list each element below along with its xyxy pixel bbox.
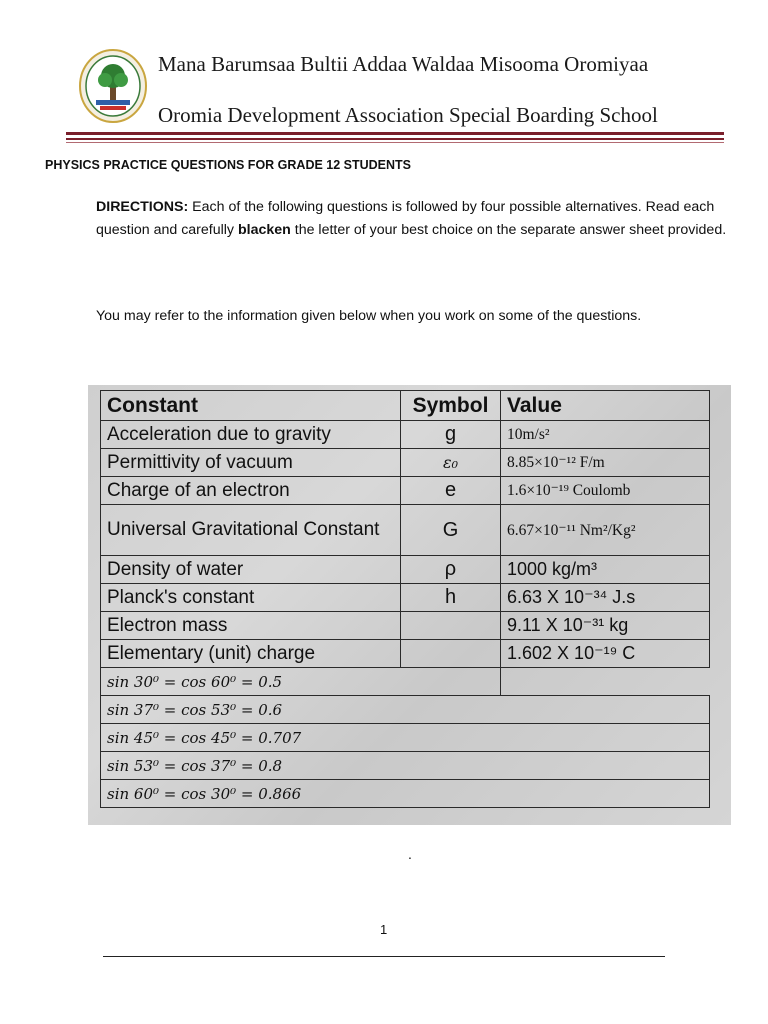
trig-identity: sin 60⁰ = cos 30⁰ = 0.866 [101, 780, 710, 808]
page-number: 1 [380, 922, 388, 937]
constants-table-scan [88, 385, 731, 825]
table-row [101, 421, 710, 449]
stray-mark: . [408, 846, 412, 862]
header-divider [66, 138, 724, 140]
trig-row [101, 724, 710, 752]
constant-symbol [401, 612, 501, 640]
constant-value: 6.63 X 10⁻³⁴ J.s [501, 584, 710, 612]
table-row [101, 477, 710, 505]
constant-name: Acceleration due to gravity [101, 421, 401, 449]
constant-name: Density of water [101, 556, 401, 584]
trig-row [101, 780, 710, 808]
document-title: PHYSICS PRACTICE QUESTIONS FOR GRADE 12 STUDENTS [45, 158, 412, 172]
directions-emphasis: blacken [237, 221, 291, 238]
empty-cell [501, 668, 710, 696]
constant-symbol: ε₀ [401, 449, 501, 477]
trig-identity: sin 45⁰ = cos 45⁰ = 0.707 [101, 724, 710, 752]
school-name-oromo: Mana Barumsaa Bultii Addaa Waldaa Misooma Oromiyaa [158, 52, 649, 76]
directions-paragraph [96, 196, 736, 241]
constant-value: 9.11 X 10⁻³¹ kg [501, 612, 710, 640]
constant-symbol: G [401, 505, 501, 556]
constants-table [100, 390, 710, 808]
directions-text: Each of the following questions is followed by four possible alternatives. Read each question and carefully [96, 199, 715, 238]
constant-name: Universal Gravitational Constant [101, 505, 401, 556]
directions-text: the letter of your best choice on the separate answer sheet provided. [290, 221, 727, 238]
table-row [101, 556, 710, 584]
constant-name: Charge of an electron [101, 477, 401, 505]
table-row [101, 449, 710, 477]
table-row [101, 505, 710, 556]
header-divider [66, 142, 724, 143]
constant-symbol: e [401, 477, 501, 505]
letterhead [0, 0, 768, 140]
constant-symbol: ρ [401, 556, 501, 584]
school-name-english: Oromia Development Association Special Boarding School [158, 103, 658, 127]
constant-value: 8.85×10⁻¹² F/m [501, 449, 710, 477]
table-row [101, 584, 710, 612]
constant-name: Permittivity of vacuum [101, 449, 401, 477]
trig-identity: sin 37⁰ = cos 53⁰ = 0.6 [101, 696, 710, 724]
reference-note: You may refer to the information given below when you work on some of the questions. [96, 308, 642, 324]
constant-value: 10m/s² [501, 421, 710, 449]
school-seal-icon [78, 48, 148, 124]
constant-symbol [401, 640, 501, 668]
column-header: Constant [101, 391, 401, 421]
directions-label: DIRECTIONS: [96, 199, 189, 215]
constant-name: Elementary (unit) charge [101, 640, 401, 668]
constant-name: Planck's constant [101, 584, 401, 612]
column-header: Value [501, 391, 710, 421]
trig-row [101, 696, 710, 724]
constant-value: 6.67×10⁻¹¹ Nm²/Kg² [501, 505, 710, 556]
column-header: Symbol [401, 391, 501, 421]
table-header-row [101, 391, 710, 421]
trig-identity: sin 30⁰ = cos 60⁰ = 0.5 [101, 668, 501, 696]
footer-line [103, 956, 665, 957]
table-row [101, 640, 710, 668]
trig-row [101, 752, 710, 780]
constant-symbol: h [401, 584, 501, 612]
trig-identity: sin 53⁰ = cos 37⁰ = 0.8 [101, 752, 710, 780]
trig-row [101, 668, 710, 696]
constant-value: 1.602 X 10⁻¹⁹ C [501, 640, 710, 668]
constant-name: Electron mass [101, 612, 401, 640]
constant-symbol: g [401, 421, 501, 449]
constant-value: 1.6×10⁻¹⁹ Coulomb [501, 477, 710, 505]
constant-value: 1000 kg/m³ [501, 556, 710, 584]
table-row [101, 612, 710, 640]
header-divider [66, 132, 724, 135]
